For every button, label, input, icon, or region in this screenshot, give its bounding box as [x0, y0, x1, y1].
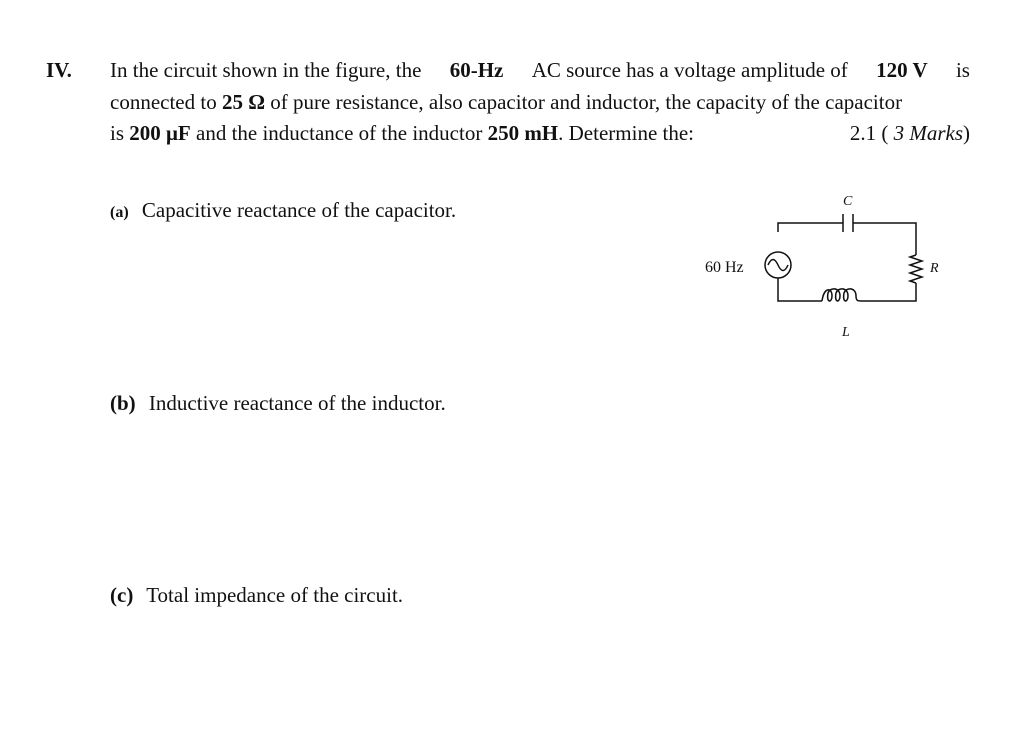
resistor-label: R: [930, 261, 939, 276]
line1-text-a: In the circuit shown in the figure, the: [110, 58, 422, 82]
part-b: [110, 391, 446, 416]
part-c-label: (c): [110, 583, 134, 607]
voltage-value: 120 V: [876, 58, 928, 82]
resistance-value: 25 Ω: [221, 89, 266, 114]
capacitor-label: C: [843, 194, 853, 209]
question-line-3: [110, 118, 970, 150]
part-a-label: (a): [110, 204, 129, 221]
part-a: [110, 198, 456, 223]
capacitance-value: 200 μF: [129, 121, 191, 145]
frequency-value: 60-Hz: [449, 58, 504, 82]
line3-text-e: . Determine the:: [558, 121, 695, 145]
line2-text-a: connected to: [110, 89, 222, 114]
marks-label: [850, 118, 970, 150]
question-text: [110, 55, 970, 150]
part-c-text: Total impedance of the circuit.: [146, 583, 404, 607]
question-line-1: [110, 55, 970, 87]
line2-text-c: of pure resistance, also capacitor and inductor, the capacity of the capacitor: [265, 89, 903, 114]
marks-italic: 3 Marks: [893, 121, 963, 145]
marks-suffix: ): [963, 121, 970, 145]
line1-text-e: is: [955, 58, 970, 82]
line3-text-a: is: [110, 121, 130, 145]
part-c: [110, 583, 403, 608]
left-wire: [778, 278, 822, 301]
part-a-text: Capacitive reactance of the capacitor.: [141, 198, 457, 222]
inductance-value: 250 mH: [487, 121, 559, 145]
right-wire: [862, 283, 916, 301]
part-b-label: (b): [110, 391, 136, 415]
circuit-diagram: [690, 185, 960, 350]
resistor-icon: [910, 255, 922, 283]
line3-body: [110, 118, 694, 150]
marks-prefix: 2.1 (: [849, 121, 894, 145]
source-label: 60 Hz: [705, 259, 744, 276]
question-number: IV.: [46, 58, 72, 82]
part-b-text: Inductive reactance of the inductor.: [148, 391, 446, 415]
sine-wave-icon: [768, 260, 788, 271]
top-wire: [778, 223, 916, 255]
inductor-icon: [822, 289, 862, 301]
line1-text-c: AC source has a voltage amplitude of: [531, 58, 848, 82]
line3-text-c: and the inductance of the inductor: [190, 121, 488, 145]
question-line-2: [110, 87, 970, 119]
inductor-label: L: [842, 325, 850, 340]
